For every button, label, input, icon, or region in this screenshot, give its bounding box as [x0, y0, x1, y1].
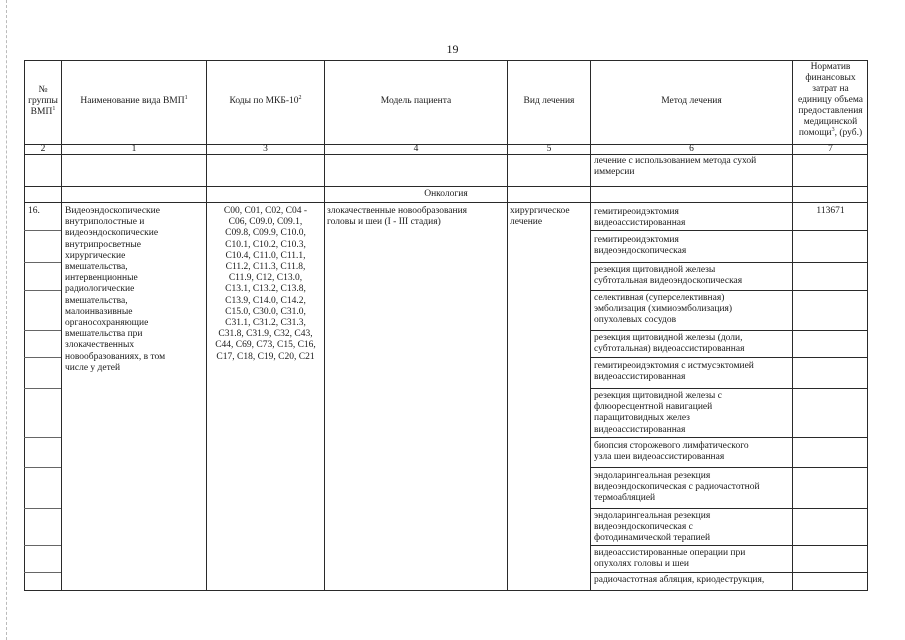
method-row-line [590, 330, 868, 331]
group-number: 16. [28, 206, 40, 216]
treatment-method: резекция щитовидной железы субтотальная видеоэндоскопическая [594, 265, 743, 287]
row-mark [24, 545, 61, 546]
treatment-method: эндоларингеальная резекция видеоэндоскопическая с фотодинамической терапией [594, 511, 711, 544]
financial-norm-value: 113671 [816, 206, 845, 216]
method-row-line [590, 467, 868, 468]
icd-codes: C00, C01, C02, C04 - C06, C09.0, C09.1, C09.8, C09.9, C10.0, C10.1, C10.2, C10.3, C10.4, C11.0, C11.1, C11.2, C11.3, C11.8, C11.9, C12, C13.0, C13.1, C13.2, C13.8, C13.9, C14.0, C14.2, C15.0, C30.0, C31.0, C31.1, C31.2, C31.3, C31.8, C31.9, C32, C43, C44, C69, C73, C15, C16, C17, C18, C19, C20, C21 [215, 206, 316, 362]
treatment-method: гемитиреоидэктомия видеоэндоскопическая [594, 235, 687, 257]
scan-margin-line [6, 0, 7, 640]
col-number: 7 [828, 144, 833, 154]
treatment-method: гемитиреоидэктомия видеоассистированная [594, 207, 686, 229]
method-row-line [590, 388, 868, 389]
treatment-method: видеоассистированные операции при опухолях головы и шеи [594, 548, 746, 570]
header-treatment-type: Вид лечения [523, 96, 575, 106]
header-financial-norm: Норматив финансовых затрат на единицу объема предоставления медицинской помощи$^3$, (руб.) [797, 62, 864, 138]
method-row-line [590, 545, 868, 546]
method-row-line [590, 437, 868, 438]
treatment-method: гемитиреоидэктомия с истмусэктомией видеоассистированная [594, 361, 754, 383]
row-mark [24, 572, 61, 573]
method-row-line [590, 290, 868, 291]
row-mark [24, 262, 61, 263]
treatment-type: хирургическое лечение [510, 206, 570, 228]
col-number: 1 [131, 144, 137, 154]
treatment-method: резекция щитовидной железы (доли, субтотальная) видеоассистированная [594, 333, 745, 355]
method-row-line [590, 262, 868, 263]
section-bottom-line [24, 202, 868, 203]
header-treatment-method: Метод лечения [661, 96, 722, 106]
method-row-line [590, 508, 868, 509]
col-number: 6 [689, 144, 694, 154]
col-divider [590, 60, 591, 591]
treatment-method: селективная (суперселективная) эмболизация (химиоэмболизация) опухолевых сосудов [594, 293, 733, 326]
treatment-method: резекция щитовидной железы с флюоресцентной навигацией паращитовидных желез видеоассистированная [594, 391, 722, 435]
continuation-bottom-line [24, 186, 868, 187]
patient-model: злокачественные новообразования головы и шеи (I - III стадия) [327, 206, 468, 228]
header-vmp-name: Наименование вида ВМП$^1$ [80, 94, 188, 106]
col-divider [324, 60, 325, 591]
treatment-method: радиочастотная абляция, криодеструкция, [594, 575, 765, 585]
row-mark [24, 290, 61, 291]
row-mark [24, 437, 61, 438]
col-number: 2 [40, 144, 46, 154]
col-number: 4 [413, 144, 419, 154]
method-row-line [590, 357, 868, 358]
method-row-line [590, 230, 868, 231]
col-number: 5 [546, 144, 552, 154]
vmp-type-name: Видеоэндоскопические внутриполостные и видеоэндоскопические внутрипросветные хирургические вмешательства, интервенционные радиологические вмешательства, малоинвазивные органосохраняющие вмешательства при злокачественных новообразованиях, в том числе у детей [65, 206, 166, 373]
row-mark [24, 388, 61, 389]
header-group-number: № группы ВМП$^1$ [28, 85, 58, 117]
row-mark [24, 230, 61, 231]
row-mark [24, 467, 61, 468]
method-row-line [590, 572, 868, 573]
col-divider [61, 60, 62, 591]
row-mark [24, 330, 61, 331]
row-mark [24, 357, 61, 358]
header-patient-model: Модель пациента [380, 96, 452, 106]
treatment-method: эндоларингеальная резекция видеоэндоскопическая с радиочастотной термоабляцией [594, 471, 760, 504]
col-number: 3 [263, 144, 268, 154]
treatment-method: биопсия сторожевого лимфатического узла шеи видеоассистированная [594, 441, 749, 463]
continuation-method-text: лечение с использованием метода сухой иммерсии [594, 156, 757, 178]
col-divider [507, 60, 508, 591]
row-mark [24, 508, 61, 509]
section-heading: Онкология [424, 189, 468, 199]
page-number: 19 [446, 42, 459, 56]
header-icd-codes: Коды по МКБ-$10^2$ [229, 94, 302, 106]
col-divider [792, 60, 793, 591]
